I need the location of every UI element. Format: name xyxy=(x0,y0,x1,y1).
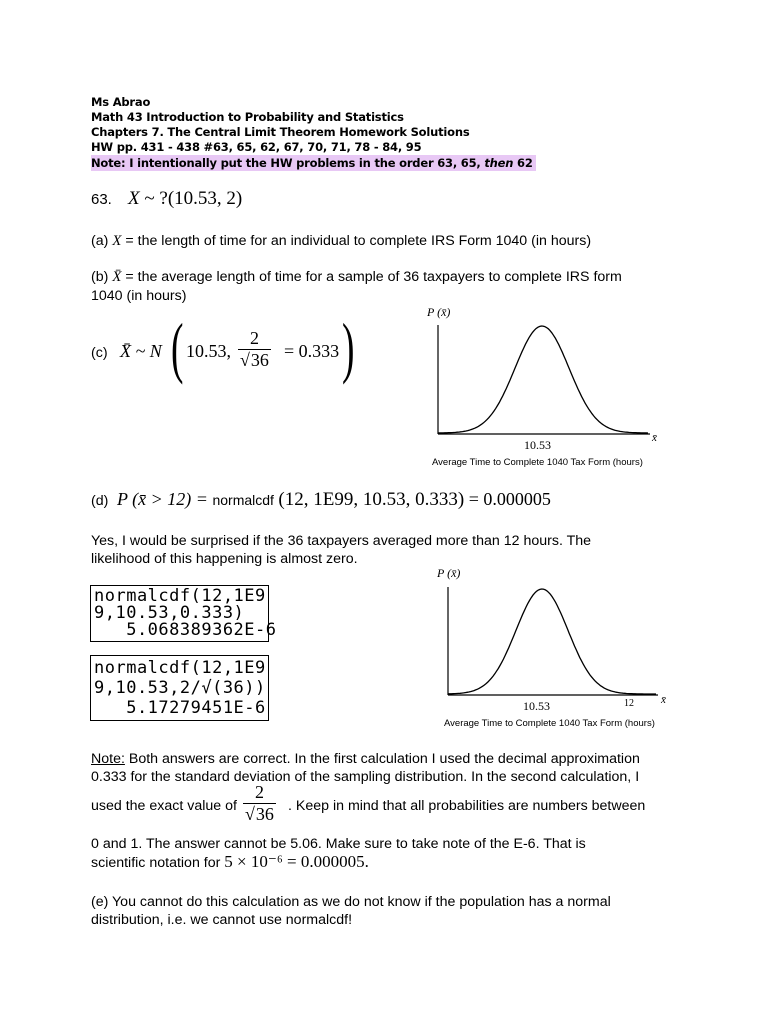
note-line5a: scientific notation for xyxy=(91,855,225,871)
graph1-x-label: x̄ xyxy=(652,432,657,444)
note-line3a: used the exact value of xyxy=(91,798,237,814)
graph2-right-tick: 12 xyxy=(624,698,634,709)
calc2-line2: 9,10.53,2/√(36)) xyxy=(94,678,266,698)
part-e-line-1: (e) You cannot do this calculation as we do not know if the population has a normal xyxy=(91,894,611,910)
calc1-line2: 9,10.53,0.333) xyxy=(94,603,245,623)
problem-tilde: ~ xyxy=(139,188,160,209)
note-line-5 xyxy=(91,853,369,872)
part-c-lparen: ( xyxy=(171,309,184,385)
calculator-screen-1 xyxy=(90,585,277,642)
answer-line-1: Yes, I would be surprised if the 36 taxpayers averaged more than 12 hours. The xyxy=(91,533,592,549)
part-a xyxy=(91,232,591,250)
answer-line-2: likelihood of this happening is almost zero. xyxy=(91,551,358,567)
note-line-3 xyxy=(91,797,237,815)
part-b-label: (b) xyxy=(91,269,113,285)
problem-var: X xyxy=(128,188,140,209)
normal-curve-graph-2 xyxy=(430,560,680,720)
part-c-rparen: ) xyxy=(342,309,355,385)
part-e-line-2: distribution, i.e. we cannot use normalcdf! xyxy=(91,912,353,928)
graph1-caption: Average Time to Complete 1040 Tax Form (hours) xyxy=(432,457,643,468)
note-fraction: $\frac{2}{√36}$ xyxy=(245,782,274,824)
normal-curve-graph-1 xyxy=(420,300,670,475)
note-line5b: 5 × 10⁻⁶ = 0.000005. xyxy=(224,852,369,871)
note-line-2: 0.333 for the standard deviation of the sampling distribution. In the second calculation, I xyxy=(91,769,640,785)
graph2-caption: Average Time to Complete 1040 Tax Form (hours) xyxy=(444,718,655,729)
note-label: Note: xyxy=(91,751,125,767)
homework-list: HW pp. 431 - 438 #63, 65, 62, 67, 70, 71, 78 - 84, 95 xyxy=(91,140,422,154)
note-line-3b: . Keep in mind that all probabilities are numbers between xyxy=(288,798,646,814)
part-c-mean: 10.53, xyxy=(186,341,231,361)
header-note-then: then xyxy=(484,156,514,170)
graph2-x-label: x̄ xyxy=(661,694,666,706)
graph2-y-label: P (x̄) xyxy=(437,566,461,580)
note-frac-num: 2 xyxy=(254,782,264,802)
part-b-var: X̄ xyxy=(112,269,122,285)
graph2-curve xyxy=(448,589,656,694)
course-title: Math 43 Introduction to Probability and Statistics xyxy=(91,110,404,124)
chapter-title: Chapters 7. The Central Limit Theorem Homework Solutions xyxy=(91,125,470,139)
graph1-curve xyxy=(438,326,648,433)
part-c-label: (c) xyxy=(91,345,108,361)
part-c-num: 2 xyxy=(249,328,259,348)
part-b-line2: 1040 (in hours) xyxy=(91,288,187,304)
problem-63 xyxy=(91,190,242,209)
part-d-result: = 0.000005 xyxy=(468,489,551,509)
graph2-center-tick: 10.53 xyxy=(523,699,550,713)
calc1-line1: normalcdf(12,1E9 xyxy=(94,586,266,606)
part-a-var: X xyxy=(112,233,122,249)
author-name: Ms Abrao xyxy=(91,95,151,109)
note-line1-text: Both answers are correct. In the first calculation I used the decimal approximation xyxy=(124,751,640,767)
part-d-args: (12, 1E99, 10.53, 0.333) xyxy=(278,489,465,510)
problem-params: ?(10.53, 2) xyxy=(159,188,243,209)
note-line-4: 0 and 1. The answer cannot be 5.06. Make sure to take note of the E-6. That is xyxy=(91,836,586,852)
note-line-1 xyxy=(91,750,640,768)
calculator-screen-2 xyxy=(90,655,269,721)
part-d-lhs: P (x̄ > 12) = xyxy=(117,489,208,509)
part-c-den: 36 xyxy=(250,350,269,370)
part-c-result: = 0.333 xyxy=(284,341,340,361)
calc1-line3: 5.068389362E-6 xyxy=(94,620,277,640)
calc2-line3: 5.17279451E-6 xyxy=(94,698,266,718)
part-a-text: = the length of time for an individual to complete IRS Form 1040 (in hours) xyxy=(121,233,592,249)
part-d-expression xyxy=(117,489,551,511)
part-d-label: (d) xyxy=(91,493,109,509)
calc2-line1: normalcdf(12,1E9 xyxy=(94,658,266,678)
part-d-func: normalcdf xyxy=(212,492,274,508)
note-frac-den: 36 xyxy=(255,804,274,824)
part-a-label: (a) xyxy=(91,233,113,249)
part-c-lhs xyxy=(120,341,162,362)
part-b-text: = the average length of time for a sample of 36 taxpayers to complete IRS form xyxy=(121,269,622,285)
part-c-fraction: $\frac{2}{√36}$ xyxy=(240,328,269,370)
header-note-end: 62 xyxy=(513,156,533,170)
header-note xyxy=(91,155,536,171)
graph1-y-label: P (x̄) xyxy=(427,305,451,319)
header-note-main: Note: I intentionally put the HW problems in the order 63, 65, xyxy=(91,156,485,170)
part-b xyxy=(91,268,622,286)
problem-number: 63. xyxy=(91,191,112,208)
graph1-center-tick: 10.53 xyxy=(524,438,551,452)
part-c-lhs-text: X̄ ~ N xyxy=(120,341,162,361)
